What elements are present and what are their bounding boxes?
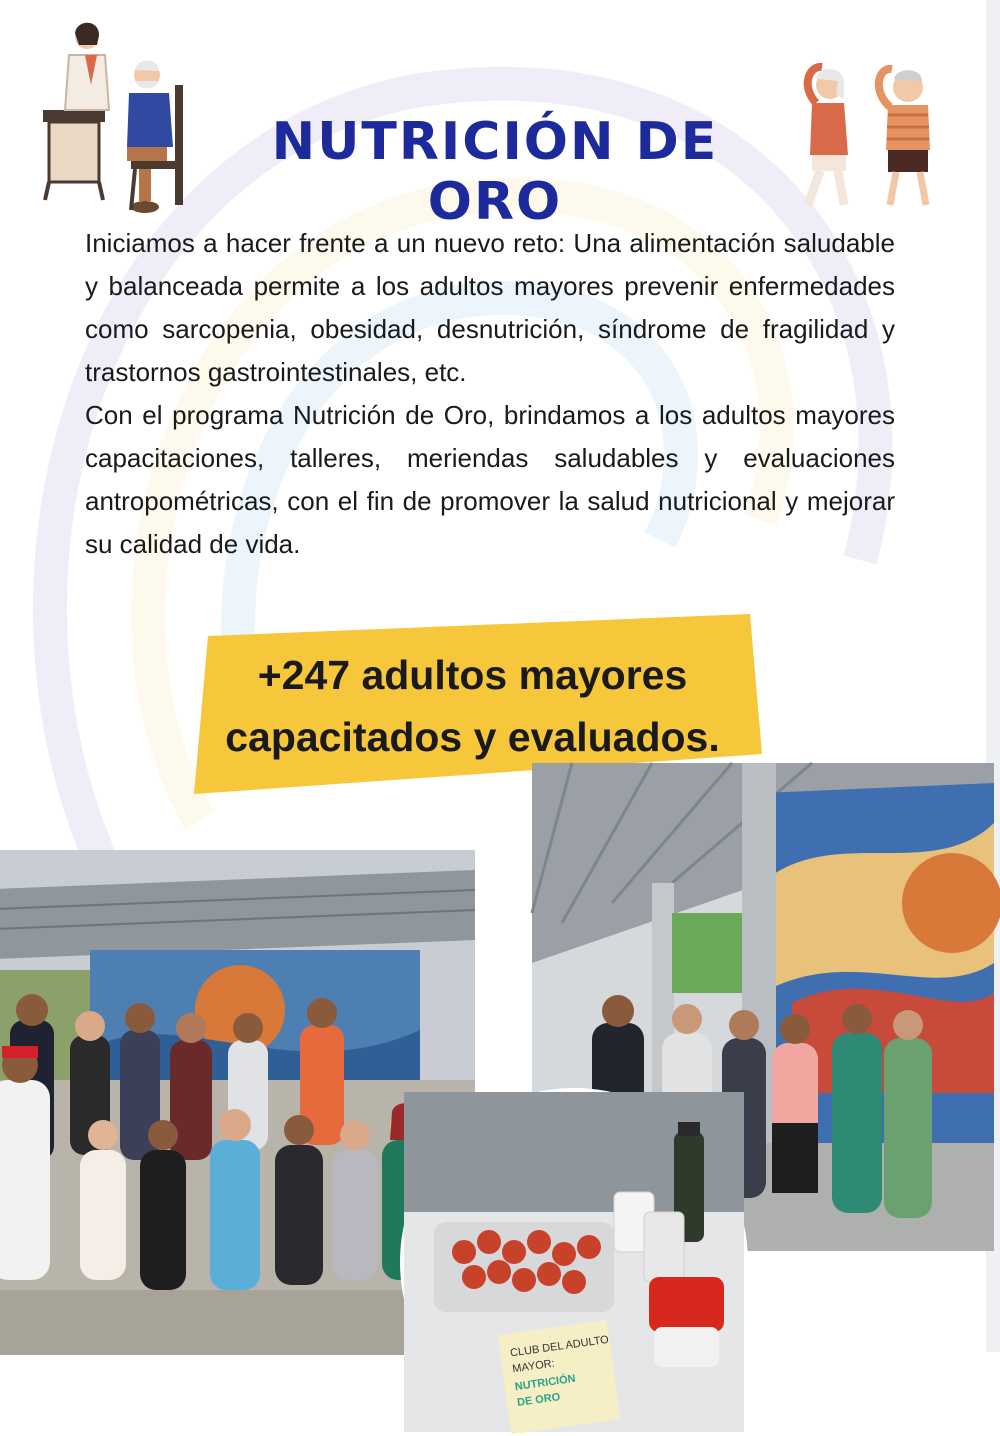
snack-photo (400, 1088, 748, 1436)
highlight-line-1: +247 adultos mayores (257, 652, 688, 698)
body-text (85, 222, 895, 566)
label-line-1: CLUB DEL ADULTO (509, 1333, 610, 1360)
doctor-patient-illustration (35, 15, 205, 220)
highlight-text (180, 644, 765, 768)
label-line-3: NUTRICIÓN (514, 1372, 577, 1394)
label-line-4: DE ORO (516, 1391, 562, 1410)
highlight-line-2: capacitados y evaluados. (225, 714, 720, 760)
paragraph-intro: Iniciamos a hacer frente a un nuevo reto: Una alimentación saludable y balanceada permite a los adultos mayores prevenir enfermedades como sarcopenia, obesidad, desnutrición, síndrome de fragilidad y trastornos gastrointestinales, etc. (85, 228, 895, 387)
label-line-2: MAYOR: (511, 1357, 556, 1376)
paragraph-program: Con el programa Nutrición de Oro, brindamos a los adultos mayores capacitaciones, talleres, meriendas saludables y evaluaciones antropométricas, con el fin de promover la salud nutricional y mejorar su calidad de vida. (85, 400, 895, 559)
page-title: NUTRICIÓN DE ORO (271, 112, 719, 232)
